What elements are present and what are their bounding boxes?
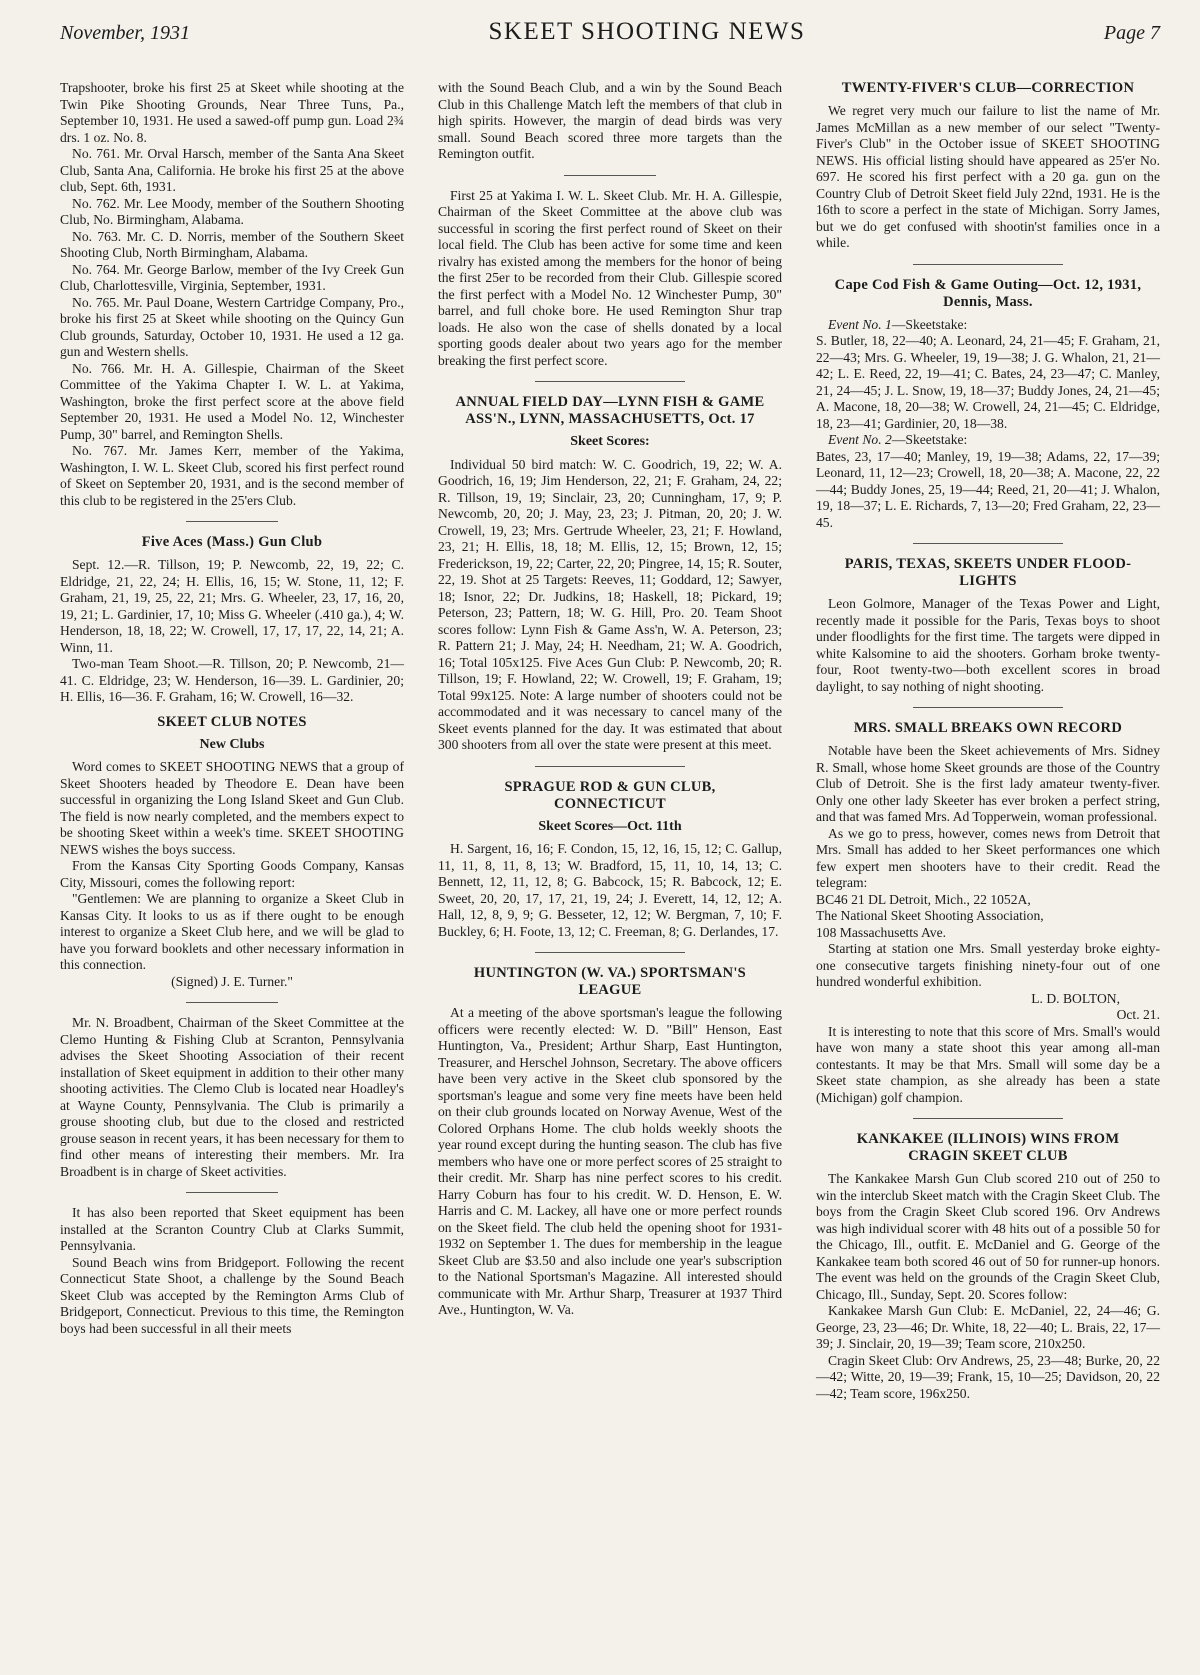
section-divider xyxy=(186,1192,278,1193)
event-2-type: —Skeetstake: xyxy=(891,432,968,447)
subheading-sprague-scores: Skeet Scores—Oct. 11th xyxy=(538,818,682,834)
section-divider xyxy=(535,381,685,382)
column-1 xyxy=(60,80,404,1402)
paragraph: No. 765. Mr. Paul Doane, Western Cartridge Company, Pro., broke his first 25 at Skeet while shooting on the Quincy Gun Club grounds, Saturday, October 10, 1931. He used a 12 ga. gun and Western shells. xyxy=(60,294,404,359)
paragraph: Sound Beach wins from Bridgeport. Following the recent Connecticut State Shoot, a challenge by the Sound Beach Skeet Club was accepted by the Remington Arms Club of Bridgeport, Connecticut. Previous to this time, the Remington boys had been successful in all their meets xyxy=(60,1254,404,1336)
paragraph: The Kankakee Marsh Gun Club scored 210 out of 250 to win the interclub Skeet match with the Cragin Skeet Club. The boys from the Cragin Skeet Club scored 196. Orv Andrews was high individual scorer with 48 hits out of a possible 50 for the Chicago, Ill., outfit. E. McDaniel and G. George of the Kankakee team both scored 46 out of 50 for runner-up honors. The event was held on the grounds of the Cragin Skeet Club, Chicago, Ill., Sunday, Sept. 20. Scores follow: xyxy=(816,1171,1160,1302)
event-1-label: Event No. 1 xyxy=(828,316,892,332)
telegram-body: Starting at station one Mrs. Small yesterday broke eighty-one consecutive targets finishing ninety-four out of one hundred wonderful exhibition. xyxy=(816,941,1160,989)
paragraph: It has also been reported that Skeet equipment has been installed at the Scranton Country Club at Clarks Summit, Pennsylvania. xyxy=(60,1205,404,1253)
issue-date: November, 1931 xyxy=(60,22,190,44)
event-2-label: Event No. 2 xyxy=(828,432,892,447)
page-header xyxy=(60,18,1160,62)
event-label xyxy=(816,317,1160,334)
paragraph: First 25 at Yakima I. W. L. Skeet Club. Mr. H. A. Gillespie, Chairman of the Skeet Committee at the above club was successful in scoring the first perfect round of Skeet on their local field. The Club has been active for some time and keen rivalry has existed among the members for the honor of being the first 25er to be recorded from their Club. Gillespie scored the first perfect with a Model No. 12 Winchester Pump, 30" barrel, and full choke bore. He used Remington Shur trap loads. He also won the case of shells donated by a local sporting goods dealer about two years ago for the member breaking the first perfect score. xyxy=(438,187,782,368)
telegram-line: 108 Massachusetts Ave. xyxy=(816,924,947,940)
paragraph: Leon Golmore, Manager of the Texas Power and Light, recently made it possible for the Paris, Texas boys to shoot under floodlights for the first time. The targets were dipped in white Kalsomine to aid the shooters. Gorham broke twenty-four, Root twenty-two—both excellent scores in broad daylight, to say nothing of night shooting. xyxy=(816,596,1160,694)
paragraph: Mr. N. Broadbent, Chairman of the Skeet Committee at the Clemo Hunting & Fishing Club at Scranton, Pennsylvania advises the Skeet Shooting Association of their recent installation of Skeet equipment in addition to their other many shooting activities. The Clemo Club is located near Hoadley's at Wayne County, Pennsylvania. The Club is primarily a grouse shooting club, but due to the closed and restricted grouse season in recent years, it has been necessary for them to find other means of interesting their members. Mr. Ira Broadbent is in charge of Skeet activities. xyxy=(60,1015,404,1179)
section-divider xyxy=(186,521,278,522)
heading-club-notes: SKEET CLUB NOTES xyxy=(157,713,307,730)
paragraph: At a meeting of the above sportsman's league the following officers were recently elected: W. D. "Bill" Henson, East Huntington, Va., President; Arthur Sharp, East Huntington, Treasurer, and Herschel Johnson, Secretary. The above officers have been very active in the Skeet club sponsored by the sportsman's league and some very fine meets have been held on their club grounds located on Norway Avenue, West of the Colored Orphans Home. The club holds weekly shoots the year round except during the hunting season. The club has five members who have one or more perfect scores of 25 straight to their credit. Mr. Sharp has nine perfect scores to his credit. Harry Coburn has four to his credit. W. D. Henson, E. W. Harris and C. M. Lackey, all have one or more perfect rounds on the Skeet field. The club held the opening shoot for 1931-1932 on September 1. The dues for membership in the league Skeet Club are $3.50 and also include one year's subscription to the National Sportsman's Magazine. All interested should communicate with Mr. Arthur Sharp, Treasurer at 1937 Third Ave., Huntington, W. Va. xyxy=(438,1005,782,1317)
paragraph: No. 762. Mr. Lee Moody, member of the Southern Shooting Club, No. Birmingham, Alabama. xyxy=(60,195,404,227)
paragraph: H. Sargent, 16, 16; F. Condon, 15, 12, 16, 15, 12; C. Gallup, 11, 11, 8, 11, 8, 13; W. Bradford, 15, 11, 10, 14, 13; C. Bennett, 12, 11, 12, 8; G. Babcock, 15; R. Babcock, 12; E. Sweet, 20, 20, 17, 17, 21, 19, 24; J. Everett, 14, 12, 12; A. Hall, 12, 8, 9, 9; G. Besseter, 12, 12; W. Bergman, 7, 10; F. Buckley, 6; H. Foote, 13, 12; C. Freeman, 8; G. Derlandes, 17. xyxy=(438,841,782,939)
section-divider xyxy=(913,707,1063,708)
heading-huntington: HUNTINGTON (W. VA.) SPORTSMAN'S LEAGUE xyxy=(473,965,747,998)
heading-five-aces: Five Aces (Mass.) Gun Club xyxy=(141,534,323,550)
telegram-date: Oct. 21. xyxy=(1116,1007,1160,1022)
heading-paris-texas: PARIS, TEXAS, SKEETS UNDER FLOOD-LIGHTS xyxy=(844,556,1132,589)
page-number: Page 7 xyxy=(1103,22,1160,44)
event-label xyxy=(816,432,1160,449)
telegram-line: The National Skeet Shooting Association, xyxy=(816,908,1044,923)
telegram-line: BC46 21 DL Detroit, Mich., 22 1052A, xyxy=(816,891,1031,907)
section-divider xyxy=(535,952,685,953)
paragraph: We regret very much our failure to list the name of Mr. James McMillan as a new member of our select "Twenty-Fiver's Club" in the October issue of SKEET SHOOTING NEWS. His official listing should have appeared as 25'er No. 697. He scored his first perfect with a 20 ga. gun on the Country Club of Detroit Skeet field July 22nd, 1931. He is the 16th to score a perfect in the state of Michigan. Sorry James, but we do get confused with shootin'st families once in a while. xyxy=(816,103,1160,250)
paragraph: Individual 50 bird match: W. C. Goodrich, 19, 22; W. A. Goodrich, 16, 19; Jim Henderson, 22, 21; F. Graham, 24, 22; R. Tillson, 19, 19; Sinclair, 23, 20; Cunningham, 17, 9; P. Newcomb, 20, 20; J. May, 23, 23; J. Pitman, 20, 20; J. W. Crowell, 19, 23; Mrs. Gertrude Wheeler, 23, 21; F. Howland, 23, 21; H. Ellis, 18, 18; M. Ellis, 12, 15; Brown, 12, 15; Frederickson, 19, 22; Carter, 22, 20; Pingree, 14, 15; R. Souter, 22, 19. Shot at 25 Targets: Reeves, 11; Goddard, 12; Sawyer, 18; Isnor, 22; Dr. Judkins, 18; Haskell, 18; Pickard, 19; Peterson, 23; Pattern, 18; W. G. Hill, Pro. 20. Team Shoot scores follow: Lynn Fish & Game Ass'n, W. A. Peterson, 23; R. Pattern 21; J. May, 24; H. Needham, 21; W. A. Goodrich, 16; Total 105x125. Five Aces Gun Club: P. Newcomb, 20; R. Tillson, 19; F. Howland, 22; W. Crowell, 19; F. Graham, 19; Total 99x125. Note: A large number of shooters could not be accommodated and it was necessary to cancel many of the Skeet events planned for the day. It was estimated that about 300 shooters from all over the state were present at this meet. xyxy=(438,456,782,752)
paragraph: Sept. 12.—R. Tillson, 19; P. Newcomb, 22, 19, 22; C. Eldridge, 21, 22, 24; H. Ellis, 16, 15; W. Stone, 11, 12; F. Graham, 21, 19, 25, 22, 21; Mrs. G. Wheeler, 23, 17, 16, 20, 19, 21; L. Gardinier, 17, 10; Miss G. Wheeler (.410 ga.), 4; W. Henderson, 18, 18, 22; W. Crowell, 17, 17, 17, 22, 14, 21; A. Winn, 11. xyxy=(60,557,404,655)
column-3 xyxy=(816,80,1160,1402)
article-columns xyxy=(60,80,1160,1402)
paragraph: Notable have been the Skeet achievements of Mrs. Sidney R. Small, whose home Skeet grounds are those of the Country Club of Detroit. She is the first lady amateur twenty-fiver. Only one other lady Skeeter has ever broken a perfect string, and that was famed Mrs. Ad Topperwein, woman professional. xyxy=(816,743,1160,824)
section-divider xyxy=(535,766,685,767)
paragraph: "Gentlemen: We are planning to organize a Skeet Club in Kansas City. It looks to us as if there ought to be enough interest to organize a Skeet Club here, and we will be glad to have you forward booklets and other necessary information in this connection. xyxy=(60,891,404,972)
section-divider xyxy=(564,175,656,176)
heading-sprague: SPRAGUE ROD & GUN CLUB, CONNECTICUT xyxy=(504,778,716,812)
signature: (Signed) J. E. Turner." xyxy=(171,973,293,989)
paragraph: As we go to press, however, comes news from Detroit that Mrs. Small has added to her Skeet performances one which few expert men shooters have to their credit. Read the telegram: xyxy=(816,825,1160,890)
section-divider xyxy=(913,543,1063,544)
section-divider xyxy=(186,1002,278,1003)
paragraph: Bates, 23, 17—40; Manley, 19, 19—38; Adams, 22, 17—39; Leonard, 11, 12—23; Crowell, 18, 20—38; A. Macone, 22, 22—44; Buddy Jones, 25, 19—44; Reed, 21, 20—41; J. Whalon, 19, 18—37; L. E. Richards, 7, 13—20; Fred Graham, 22, 23—45. xyxy=(816,448,1160,530)
heading-mrs-small: MRS. SMALL BREAKS OWN RECORD xyxy=(853,720,1123,736)
paragraph: S. Butler, 18, 22—40; A. Leonard, 24, 21—45; F. Graham, 21, 22—43; Mrs. G. Wheeler, 19, 19—38; J. G. Whalon, 21, 21—42; L. E. Reed, 22, 19—41; C. Bates, 24, 23—47; C. Manley, 21, 24—45; J. L. Snow, 19, 18—37; Buddy Jones, 24, 21—45; A. Macone, 18, 20—38; W. Crowell, 24, 21—45; C. Eldridge, 18, 23—41; Gardinier, 20, 18—38. xyxy=(816,333,1160,431)
heading-twenty-fivers: TWENTY-FIVER'S CLUB—CORRECTION xyxy=(841,80,1135,96)
heading-lynn-field-day: ANNUAL FIELD DAY—LYNN FISH & GAME ASS'N., LYNN, MASSACHUSETTS, Oct. 17 xyxy=(455,394,765,427)
event-1-type: —Skeetstake: xyxy=(891,316,968,332)
telegram-signature: L. D. BOLTON, xyxy=(1031,990,1120,1006)
paragraph: From the Kansas City Sporting Goods Company, Kansas City, Missouri, comes the following report: xyxy=(60,858,404,890)
section-divider xyxy=(913,1118,1063,1119)
heading-kankakee: KANKAKEE (ILLINOIS) WINS FROM CRAGIN SKEET CLUB xyxy=(856,1131,1120,1164)
column-2 xyxy=(438,80,782,1402)
paragraph: with the Sound Beach Club, and a win by the Sound Beach Club in this Challenge Match left the members of that club in high spirits. However, the margin of dead birds was very small. Sound Beach scored three more targets than the Remington outfit. xyxy=(438,80,782,161)
paragraph: It is interesting to note that this score of Mrs. Small's would have won many a state shoot this year among all-man contestants. It may be that Mrs. Small will some day be a Skeet state champion, as she already has been a state (Michigan) golf champion. xyxy=(816,1023,1160,1105)
paragraph: Cragin Skeet Club: Orv Andrews, 25, 23—48; Burke, 20, 22—42; Witte, 20, 19—39; Frank, 15, 10—25; Davidson, 20, 22—42; Team score, 196x250. xyxy=(816,1352,1160,1401)
paragraph: Two-man Team Shoot.—R. Tillson, 20; P. Newcomb, 21—41. C. Eldridge, 23; W. Henderson, 16—39. L. Gardinier, 20; H. Ellis, 16—36. F. Graham, 16; W. Crowell, 16—32. xyxy=(60,656,404,704)
subheading-new-clubs: New Clubs xyxy=(199,736,265,752)
paragraph: No. 761. Mr. Orval Harsch, member of the Santa Ana Skeet Club, Santa Ana, California. He broke his first 25 at the above club, Sept. 6th, 1931. xyxy=(60,146,404,194)
publication-title: SKEET SHOOTING NEWS xyxy=(488,18,806,45)
paragraph: No. 767. Mr. James Kerr, member of the Yakima, Washington, I. W. L. Skeet Club, scored his first perfect round of Skeet on September 20, 1931, and is the second member of this club to be registered in the 25'ers Club. xyxy=(60,443,404,508)
paragraph: No. 766. Mr. H. A. Gillespie, Chairman of the Skeet Committee of the Yakima Chapter I. W. L. at Yakima, Washington, broke the first perfect score at the above field September 20, 1931. He used a Model No. 12, Winchester Pump, 30" barrel, and Remington Shells. xyxy=(60,360,404,442)
paragraph: Kankakee Marsh Gun Club: E. McDaniel, 22, 24—46; G. George, 23, 23—46; Dr. White, 18, 22—40; L. Brais, 22, 17—39; J. Sinclair, 20, 19—39; Team score, 210x250. xyxy=(816,1303,1160,1351)
section-divider xyxy=(913,264,1063,265)
paragraph: No. 764. Mr. George Barlow, member of the Ivy Creek Gun Club, Charlottesville, Virginia, September, 1931. xyxy=(60,261,404,293)
paragraph: Word comes to SKEET SHOOTING NEWS that a group of Skeet Shooters headed by Theodore E. Dean have been successful in organizing the Long Island Skeet and Gun Club. The field is now nearly completed, and the members expect to be shooting Skeet within a week's time. SKEET SHOOTING NEWS wishes the boys success. xyxy=(60,759,404,857)
paragraph: No. 763. Mr. C. D. Norris, member of the Southern Skeet Shooting Club, North Birmingham, Alabama. xyxy=(60,228,404,260)
paragraph: Trapshooter, broke his first 25 at Skeet while shooting at the Twin Pike Shooting Grounds, Near Three Tuns, Pa., September 10, 1931. He used a sawed-off pump gun. Load 2¾ drs. 1 oz. No. 8. xyxy=(60,80,404,145)
subheading-skeet-scores: Skeet Scores: xyxy=(570,434,650,449)
heading-cape-cod: Cape Cod Fish & Game Outing—Oct. 12, 1931, Dennis, Mass. xyxy=(834,276,1142,310)
